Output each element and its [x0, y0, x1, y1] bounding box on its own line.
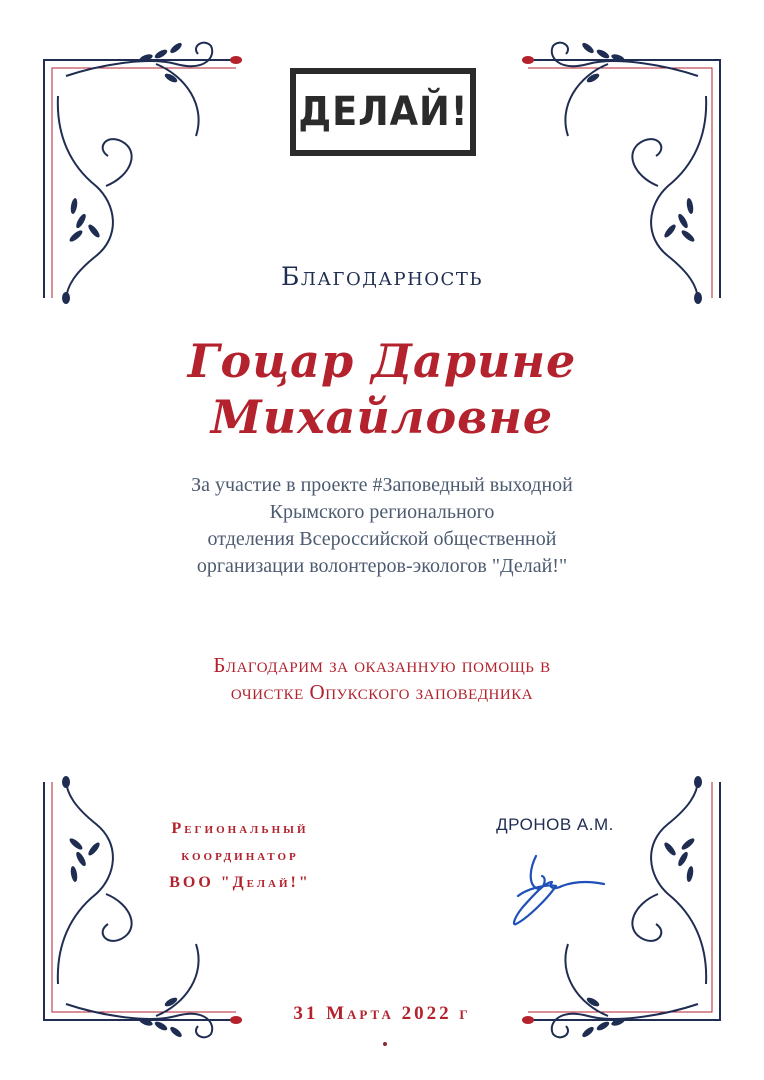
logo-text: ДЕЛАЙ! [297, 89, 469, 135]
decorative-dot [383, 1042, 387, 1046]
organization-logo [290, 68, 476, 156]
description-line: отделения Всероссийской общественной [207, 528, 557, 550]
certificate-title: Благодарность [281, 262, 483, 291]
coordinator-title [130, 815, 350, 896]
description-line: За участие в проекте #Заповедный выходной [191, 474, 573, 496]
description-line: Крымского регионального [269, 501, 495, 523]
recipient-name [0, 333, 764, 445]
thanks-line: Благодарим за оказанную помощь в [213, 653, 551, 677]
signer-name: ДРОНОВ А.М. [496, 815, 614, 834]
coordinator-line: ВОО "Делай!" [169, 874, 311, 891]
recipient-name-line: Михайловне [210, 390, 554, 444]
coordinator-line: координатор [181, 847, 299, 864]
thanks-line: очистке Опукского заповедника [230, 680, 534, 704]
coordinator-line: Региональный [171, 820, 309, 837]
description-line: организации волонтеров-экологов "Делай!" [196, 555, 568, 577]
certificate-date: 31 Марта 2022 г [293, 1003, 471, 1024]
thanks-statement [80, 652, 684, 706]
signature-icon [508, 848, 608, 928]
recipient-name-line: Гоцар Дарине [187, 334, 577, 388]
certificate-description [80, 472, 684, 580]
